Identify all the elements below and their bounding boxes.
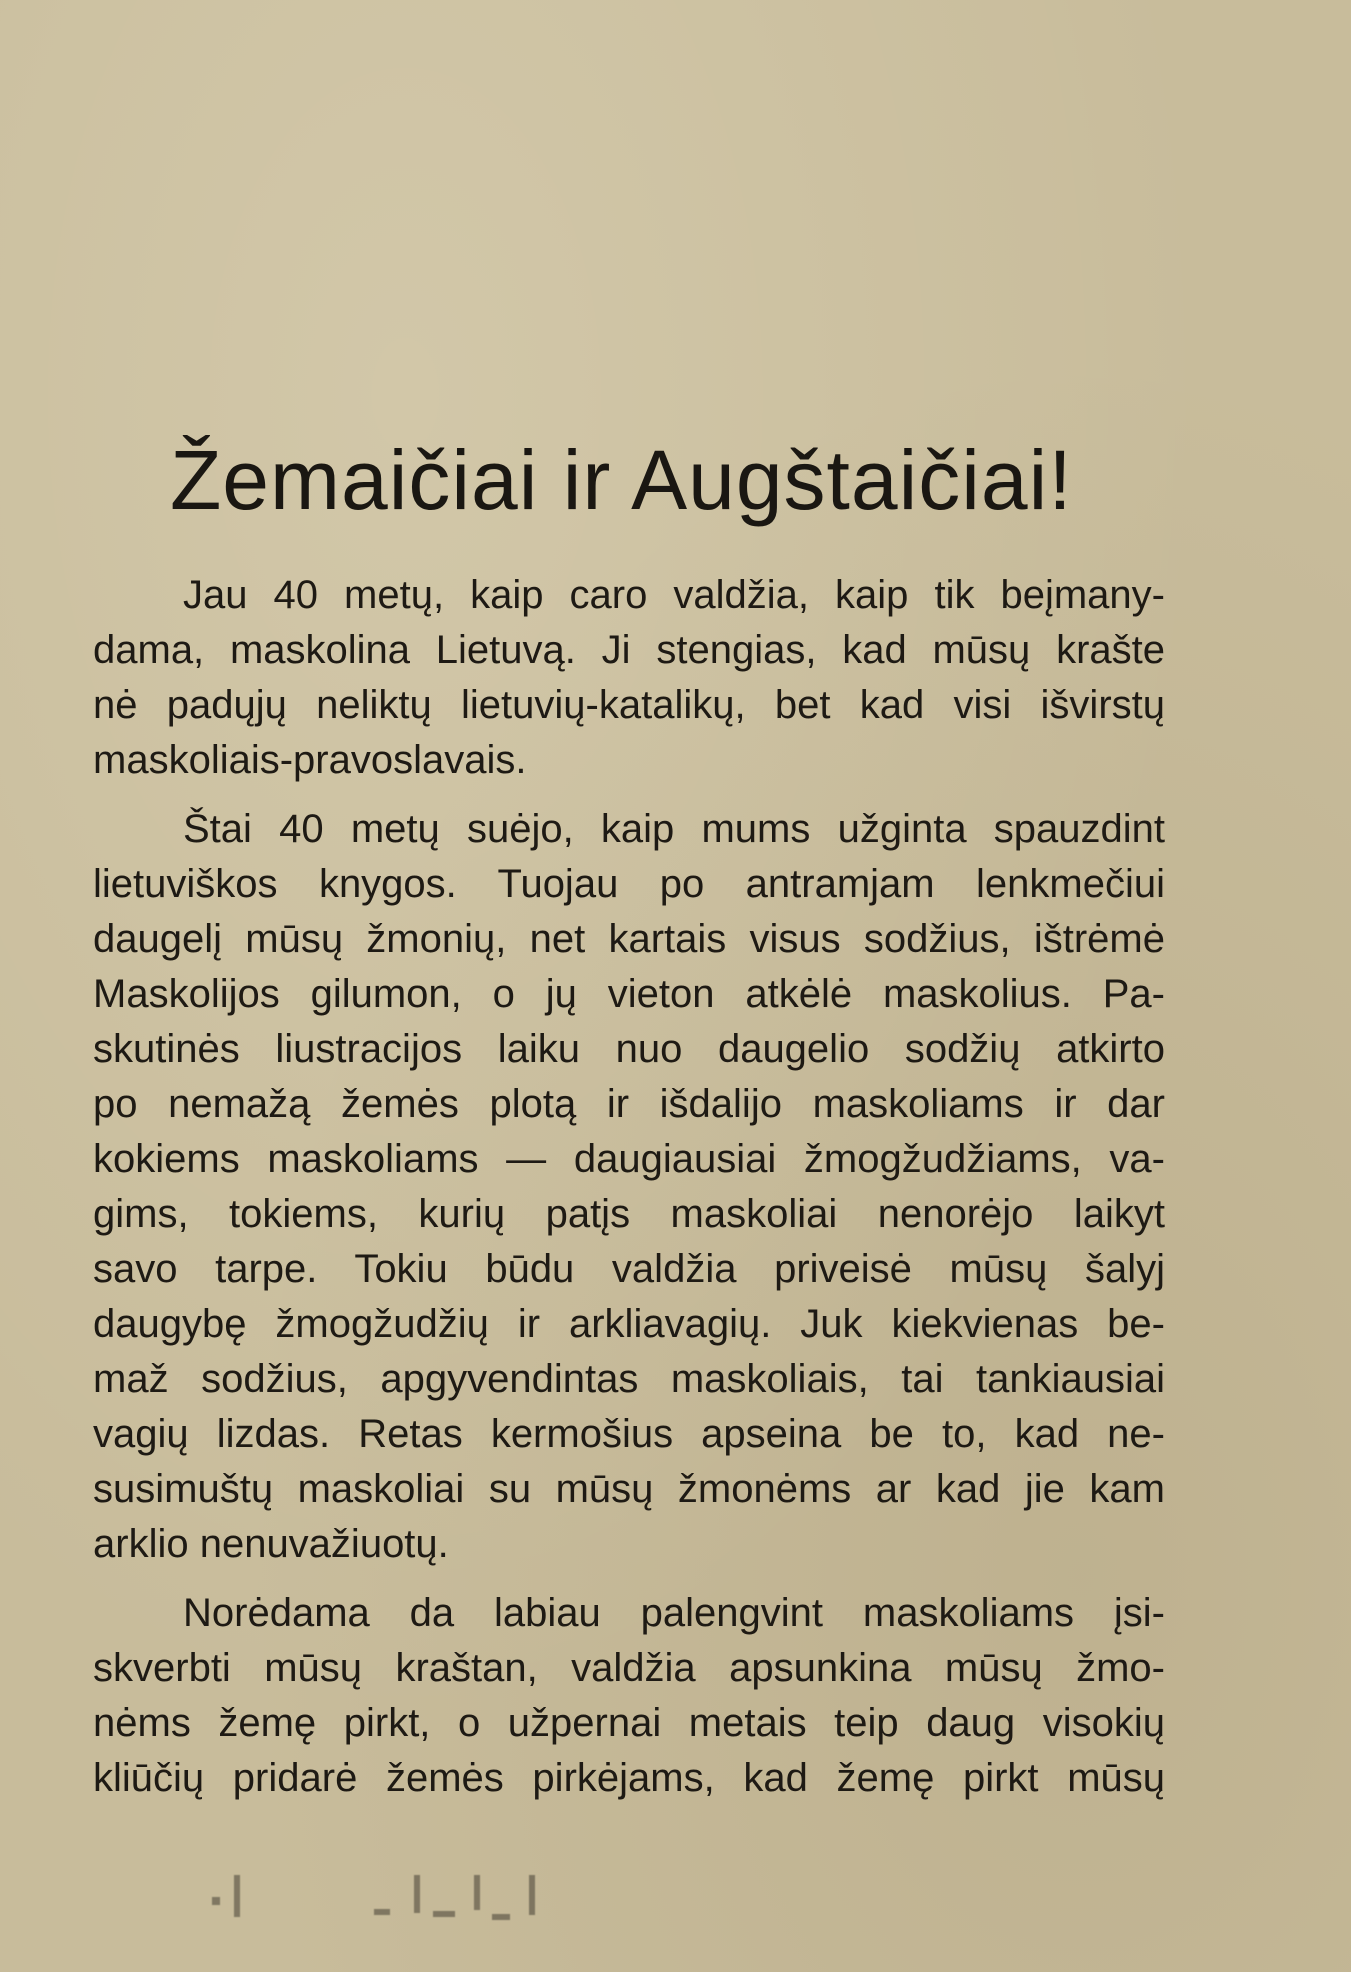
text-line: dama, maskolina Lietuvą. Ji stengias, kad mūsų krašte (93, 628, 1165, 672)
text-line: Jau 40 metų, kaip caro valdžia, kaip tik beįmany- (183, 573, 1165, 617)
document-title: Žemaičiai ir Augštaičiai! (170, 433, 1073, 527)
text-line: nėms žemę pirkt, o užpernai metais teip daug visokių (93, 1701, 1165, 1745)
text-line: daugybę žmogžudžių ir arkliavagių. Juk kiekvienas be- (93, 1302, 1165, 1346)
text-line: susimuštų maskoliai su mūsų žmonėms ar kad jie kam (93, 1467, 1165, 1511)
text-line: maskoliais-pravoslavais. (93, 738, 527, 782)
text-line: skutinės liustracijos laiku nuo daugelio sodžių atkirto (93, 1027, 1165, 1071)
paragraph-2 (93, 802, 1165, 1572)
text-line: maž sodžius, apgyvendintas maskoliais, tai tankiausiai (93, 1357, 1165, 1401)
paragraph-3 (93, 1586, 1165, 1806)
text-line: Norėdama da labiau palengvint maskoliams įsi- (183, 1591, 1165, 1635)
text-line: gims, tokiems, kurių patįs maskoliai nenorėjo laikyt (93, 1192, 1165, 1236)
text-line: savo tarpe. Tokiu būdu valdžia priveisė mūsų šalyj (93, 1247, 1165, 1291)
text-line: skverbti mūsų kraštan, valdžia apsunkina mūsų žmo- (93, 1646, 1165, 1690)
text-line: kokiems maskoliams — daugiausiai žmogžudžiams, va- (93, 1137, 1165, 1181)
text-line: vagių lizdas. Retas kermošius apseina be to, kad ne- (93, 1412, 1165, 1456)
faint-mark-graphic (160, 1855, 540, 1935)
text-line: kliūčių pridarė žemės pirkėjams, kad žemę pirkt mūsų (93, 1756, 1165, 1800)
text-line: po nemažą žemės plotą ir išdalijo maskoliams ir dar (93, 1082, 1165, 1126)
text-line: lietuviškos knygos. Tuojau po antramjam lenkmečiui (93, 862, 1165, 906)
text-line: Štai 40 metų suėjo, kaip mums užginta spauzdint (183, 807, 1165, 851)
bleed-through-stamp (160, 1838, 540, 1935)
text-line: arklio nenuvažiuotų. (93, 1522, 449, 1566)
text-line: nė padųjų neliktų lietuvių-katalikų, bet kad visi išvirstų (93, 683, 1165, 727)
text-line: daugelį mūsų žmonių, net kartais visus sodžius, ištrėmė (93, 917, 1165, 961)
document-body (93, 568, 1165, 1806)
text-line: Maskolijos gilumon, o jų vieton atkėlė maskolius. Pa- (93, 972, 1165, 1016)
paragraph-1 (93, 568, 1165, 788)
